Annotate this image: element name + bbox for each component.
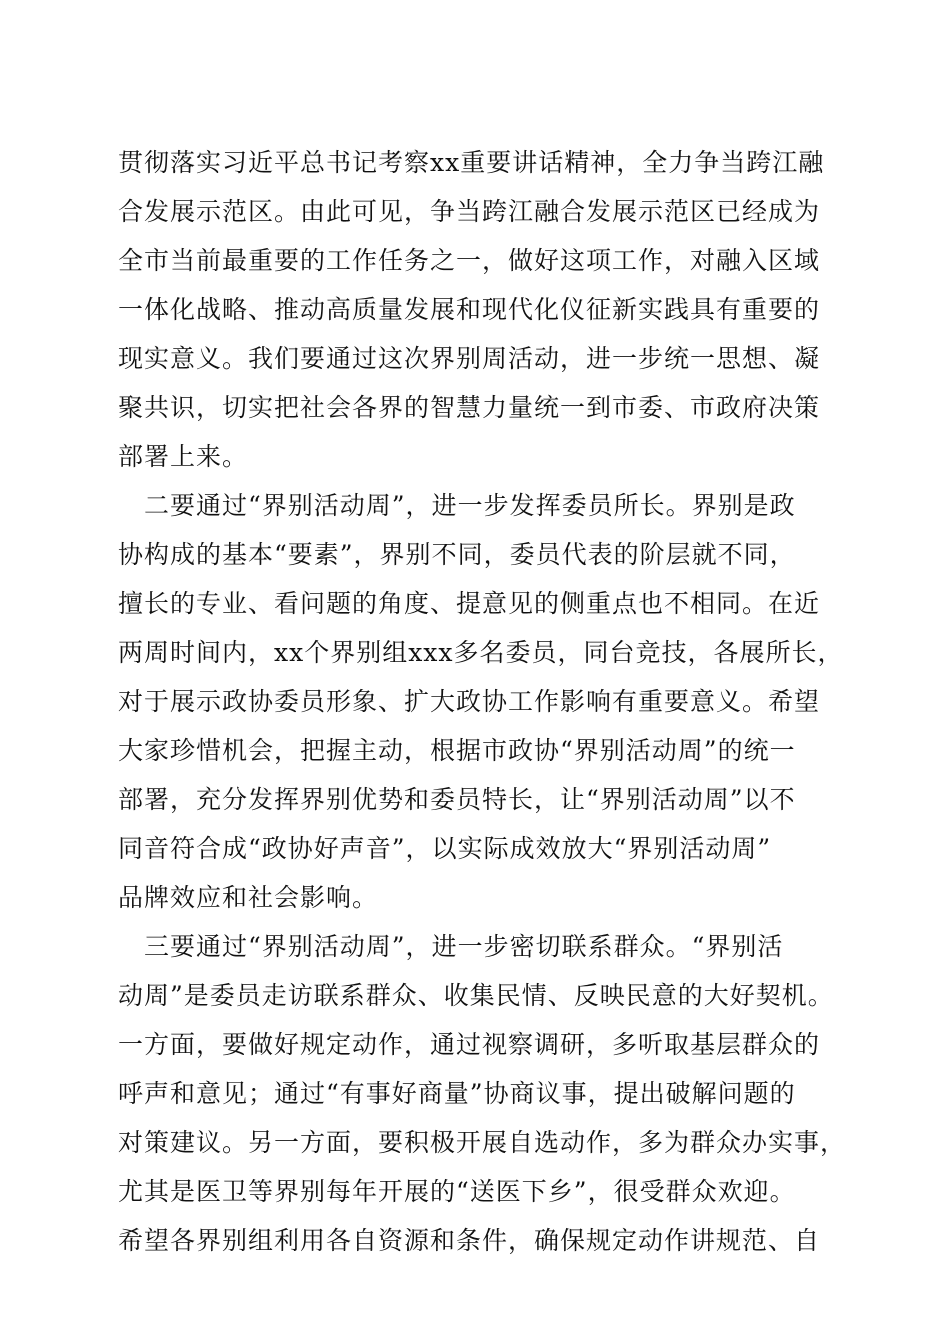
text-line: 三要通过“界别活动周”，进一步密切联系群众。“界别活 — [118, 932, 784, 961]
text-line: 一体化战略、推动高质量发展和现代化仪征新实践具有重要的 — [118, 295, 821, 324]
text-line: 现实意义。我们要通过这次界别周活动，进一步统一思想、凝 — [118, 344, 821, 373]
text-line: 擅长的专业、看问题的角度、提意见的侧重点也不相同。在近 — [118, 589, 821, 618]
text-line: 呼声和意见；通过“有事好商量”协商议事，提出破解问题的 — [118, 1079, 796, 1108]
text-line: 聚共识，切实把社会各界的智慧力量统一到市委、市政府决策 — [118, 393, 821, 422]
text-line: 希望各界别组利用各自资源和条件，确保规定动作讲规范、自 — [118, 1226, 821, 1255]
text-line: 同音符合成“政协好声音”，以实际成效放大“界别活动周” — [118, 834, 772, 863]
body-text — [118, 138, 847, 1265]
text-line: 大家珍惜机会，把握主动，根据市政协“界别活动周”的统一 — [118, 736, 796, 765]
text-line: 合发展示范区。由此可见，争当跨江融合发展示范区已经成为 — [118, 197, 821, 226]
text-line: 品牌效应和社会影响。 — [118, 883, 379, 912]
text-line: 尤其是医卫等界别每年开展的“送医下乡”，很受群众欢迎。 — [118, 1177, 796, 1206]
text-line: 贯彻落实习近平总书记考察xx重要讲话精神，全力争当跨江融 — [118, 148, 825, 177]
text-line: 部署上来。 — [118, 442, 249, 471]
text-line: 全市当前最重要的工作任务之一，做好这项工作，对融入区域 — [118, 246, 821, 275]
text-line: 一方面，要做好规定动作，通过视察调研，多听取基层群众的 — [118, 1030, 821, 1059]
text-line: 两周时间内，xx个界别组xxx多名委员，同台竞技，各展所长， — [118, 638, 844, 667]
text-line: 对策建议。另一方面，要积极开展自选动作，多为群众办实事， — [118, 1128, 847, 1157]
text-line: 协构成的基本“要素”，界别不同，委员代表的阶层就不同， — [118, 540, 796, 569]
text-line: 对于展示政协委员形象、扩大政协工作影响有重要意义。希望 — [118, 687, 821, 716]
text-line: 部署，充分发挥界别优势和委员特长，让“界别活动周”以不 — [118, 785, 796, 814]
text-line: 二要通过“界别活动周”，进一步发挥委员所长。界别是政 — [118, 491, 796, 520]
text-line: 动周”是委员走访联系群众、收集民情、反映民意的大好契机。 — [118, 981, 834, 1010]
